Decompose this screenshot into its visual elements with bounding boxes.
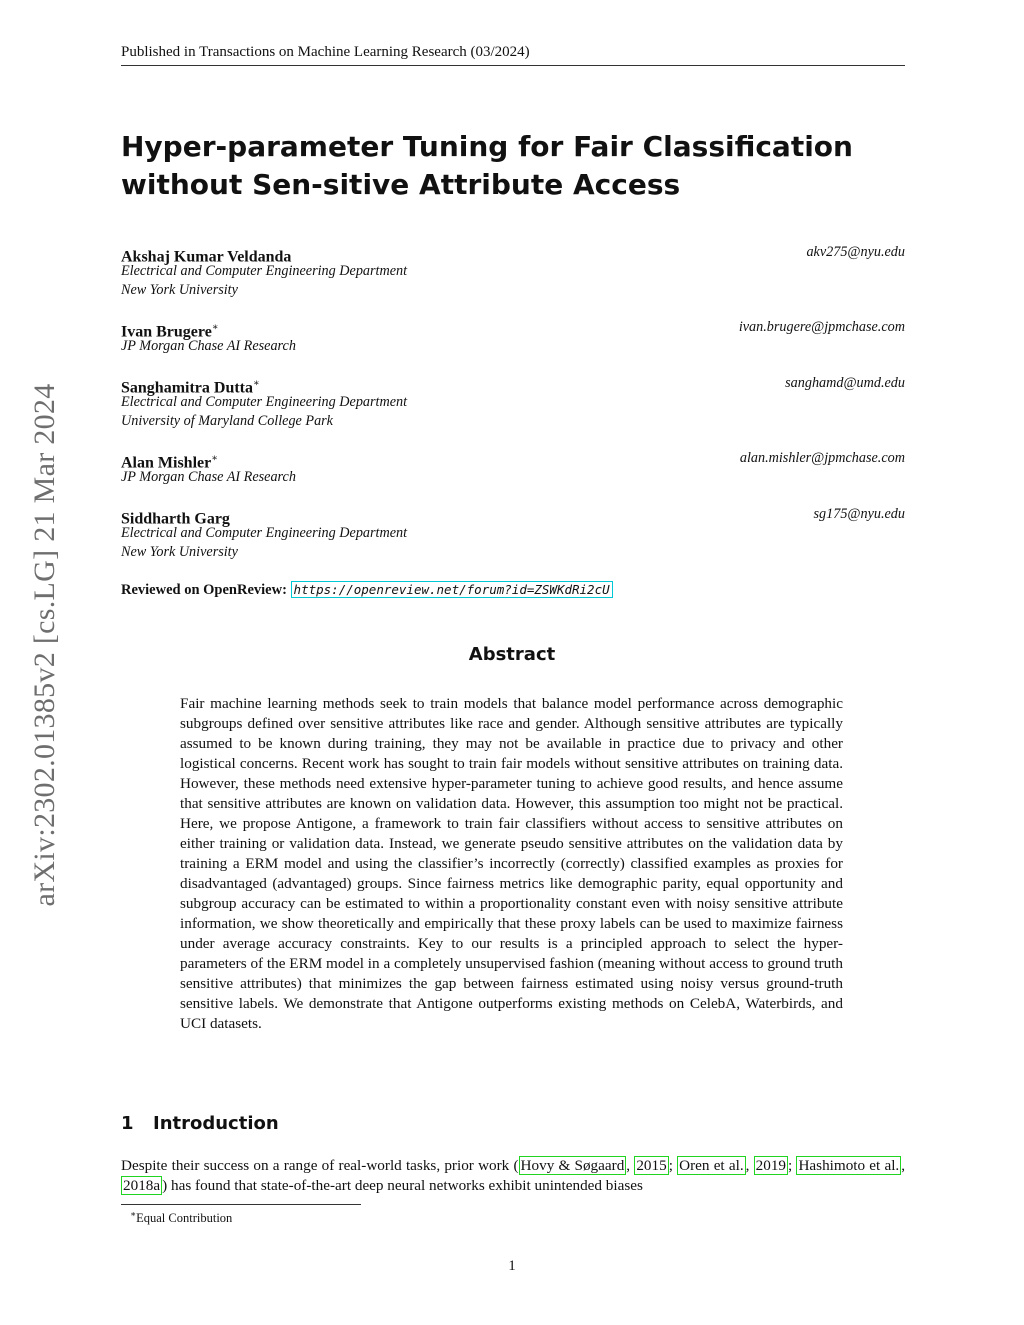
author-email[interactable]: akv275@nyu.edu: [806, 244, 905, 260]
author-affiliation: Electrical and Computer Engineering Department: [121, 394, 408, 410]
header-rule: [121, 65, 905, 66]
author-name-text: Ivan Brugere: [121, 323, 212, 341]
section-heading-introduction: [121, 1113, 279, 1134]
author-affiliation: New York University: [121, 282, 238, 298]
author-name: [121, 505, 905, 528]
openreview-link[interactable]: https://openreview.net/forum?id=ZSWKdRi2cU: [291, 581, 613, 598]
section-number: 1: [121, 1113, 134, 1134]
author-affiliation: JP Morgan Chase AI Research: [121, 338, 296, 354]
citation-year-link[interactable]: 2018a: [123, 1177, 161, 1194]
author-affiliation: New York University: [121, 544, 238, 560]
page-number: 1: [508, 1258, 516, 1274]
author-name-text: Akshaj Kumar Veldanda: [121, 248, 292, 266]
citation-year-link[interactable]: 2019: [755, 1157, 787, 1174]
abstract-body: Fair machine learning methods seek to train models that balance model performance across demographic subgroups defined over sensitive attributes like race and gender. Although sensitive attributes are typically assumed to be known during training, they may not be available in practice due to privacy and other logistical concerns. Recent work has sought to train fair models without sensitive attributes on training data. However, these methods need extensive hyper-parameter tuning to achieve good results, and hence assume that sensitive attributes are known on validation data. However, this assumption too might not be practical. Here, we propose Antigone, a framework to train fair classifiers without access to sensitive attributes on either training or validation data. Instead, we generate pseudo sensitive attributes on the validation data by training a ERM model and using the classifier’s incorrectly (correctly) classified examples as proxies for disadvantaged (advantaged) groups. Since fairness metrics like demographic parity, equal opportunity and subgroup accuracy can be estimated to within a proportionality constant even with noisy sensitive attribute information, we show theoretically and empirically that these proxy labels can be used to maximize fairness under average accuracy constraints. Key to our results is a principled approach to select the hyper-parameters of the ERM model in a completely unsupervised fashion (meaning without access to ground truth sensitive attributes) that minimizes the gap between fairness estimated using noisy versus ground-truth sensitive labels. We demonstrate that Antigone outperforms existing methods on CelebA, Waterbirds, and UCI datasets.: [180, 695, 843, 1032]
review-line: [121, 580, 613, 600]
footnote-text: Equal Contribution: [136, 1211, 233, 1226]
footnote-mark: ∗: [130, 1209, 137, 1219]
intro-text: Despite their success on a range of real-world tasks, prior work (: [121, 1157, 519, 1174]
paper-title: [121, 128, 911, 204]
author-mark: ∗: [253, 378, 260, 389]
author-name: [121, 243, 905, 266]
author-name-text: Siddharth Garg: [121, 510, 230, 528]
citation-link[interactable]: Oren et al.: [679, 1157, 744, 1174]
author-affiliation: Electrical and Computer Engineering Department: [121, 525, 408, 541]
author-name-text: Sanghamitra Dutta: [121, 379, 254, 397]
running-header: Published in Transactions on Machine Learning Research (03/2024): [121, 44, 530, 60]
section-title: Introduction: [153, 1113, 279, 1134]
abstract-heading: Abstract: [468, 644, 556, 665]
author-block: [121, 243, 905, 300]
review-label: Reviewed on OpenReview:: [121, 582, 287, 598]
author-mark: ∗: [211, 453, 219, 464]
author-email[interactable]: ivan.brugere@jpmchase.com: [738, 319, 905, 335]
paper-title-text: Hyper-parameter Tuning for Fair Classification without Sen-sitive Attribute Access: [121, 130, 853, 201]
author-mark: ∗: [211, 322, 219, 333]
author-email[interactable]: alan.mishler@jpmchase.com: [739, 450, 905, 466]
author-block: [121, 505, 905, 562]
footnote: [130, 1209, 232, 1226]
footnote-rule: [121, 1204, 361, 1205]
citation-link[interactable]: Hashimoto et al.: [798, 1157, 900, 1174]
citation-link[interactable]: Hovy & Søgaard: [520, 1157, 625, 1174]
citation-year-link[interactable]: 2015: [636, 1157, 667, 1174]
intro-paragraph: Despite their success on a range of real-world tasks, prior work ( Hovy & Søgaard , 2015 ; Oren et al. , 2019 ; Hashimoto et al. , 2018a ) has found that state-of-the-art deep neural networks exhibit unintended biases: [121, 1157, 906, 1194]
author-affiliation: Electrical and Computer Engineering Department: [121, 263, 408, 279]
author-block: [121, 318, 905, 356]
intro-text: ) has found that state-of-the-art deep neural networks exhibit unintended biases: [162, 1177, 643, 1194]
author-block: [121, 449, 905, 487]
author-email[interactable]: sanghamd@umd.edu: [785, 375, 905, 391]
author-block: [121, 374, 905, 431]
arxiv-stamp-text: arXiv:2302.01385v2 [cs.LG] 21 Mar 2024: [28, 383, 61, 907]
author-affiliation: JP Morgan Chase AI Research: [121, 469, 296, 485]
author-email[interactable]: sg175@nyu.edu: [813, 506, 905, 522]
author-affiliation: University of Maryland College Park: [121, 413, 333, 429]
author-name-text: Alan Mishler: [121, 454, 212, 472]
